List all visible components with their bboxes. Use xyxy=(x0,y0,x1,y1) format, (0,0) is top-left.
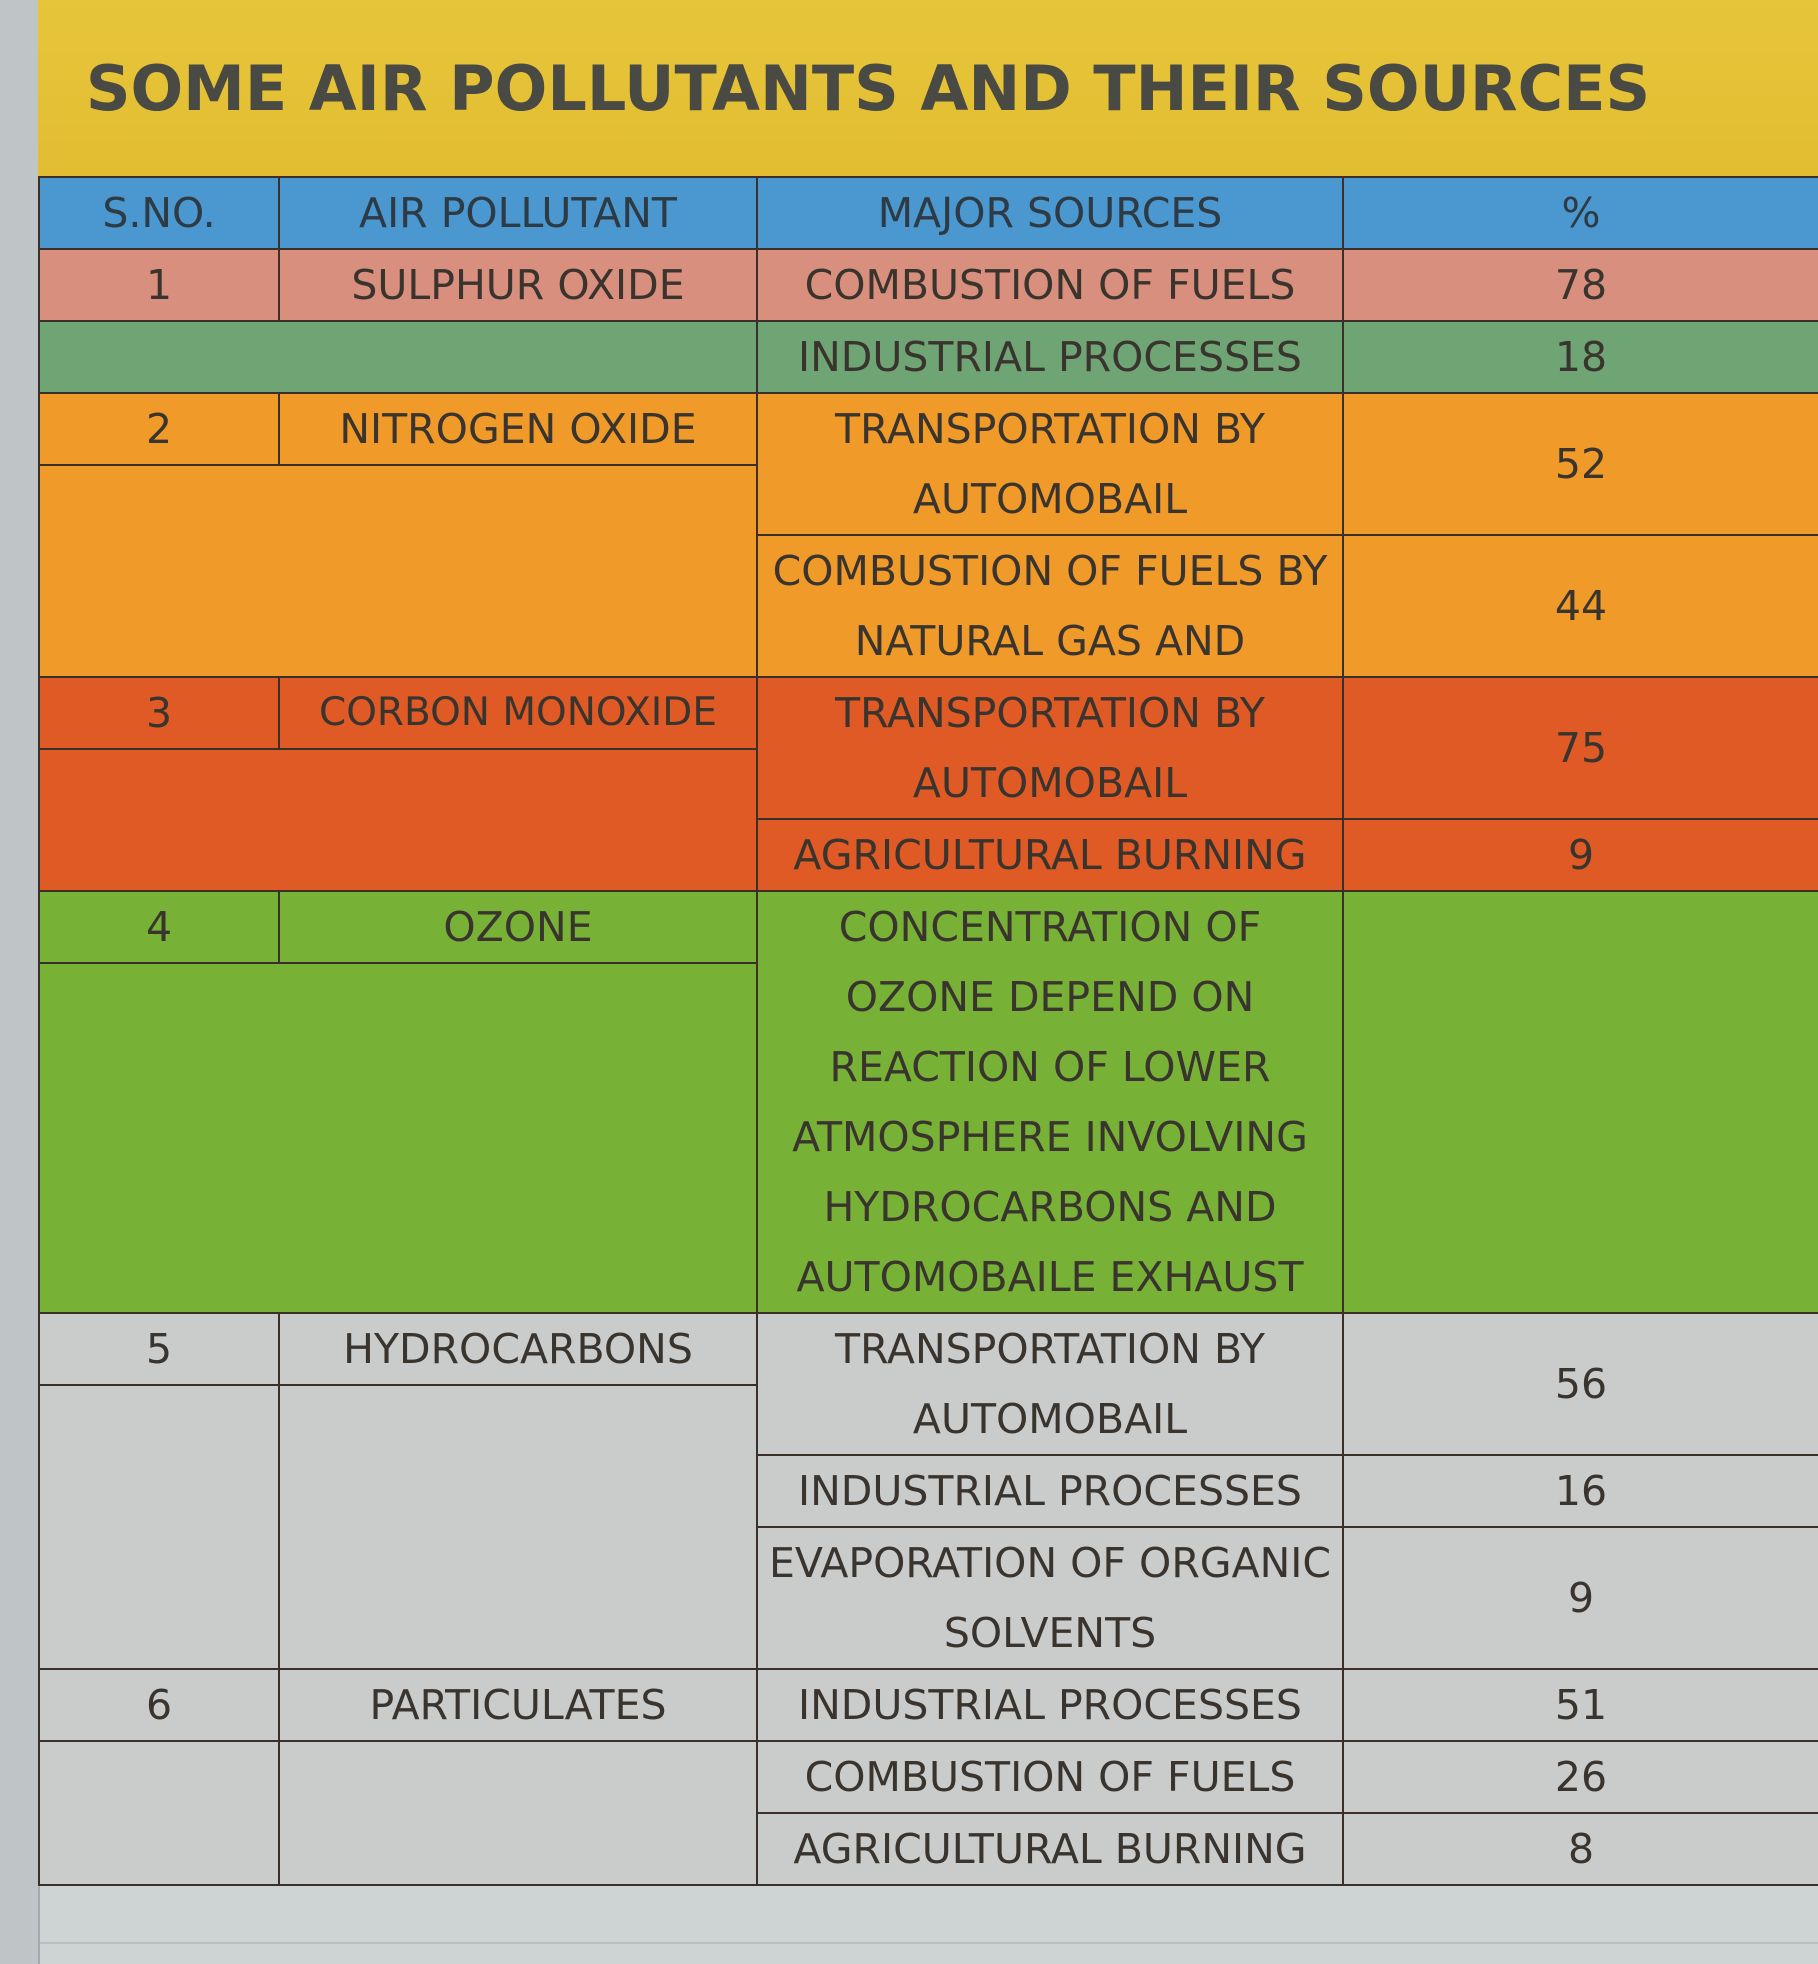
header-sources[interactable]: MAJOR SOURCES xyxy=(757,177,1343,249)
percent-cell[interactable]: 44 xyxy=(1343,535,1818,677)
percent-cell[interactable]: 51 xyxy=(1343,1669,1818,1741)
source-cell[interactable]: AGRICULTURAL BURNING xyxy=(757,819,1343,891)
sno-cell[interactable]: 4 xyxy=(39,891,279,963)
empty-cell[interactable] xyxy=(39,1741,279,1885)
empty-cell[interactable] xyxy=(279,1385,757,1669)
empty-cell[interactable] xyxy=(39,963,757,1313)
source-cell[interactable]: INDUSTRIAL PROCESSES xyxy=(757,1669,1343,1741)
header-percent[interactable]: % xyxy=(1343,177,1818,249)
source-cell[interactable]: INDUSTRIAL PROCESSES xyxy=(757,1455,1343,1527)
header-pollutant[interactable]: AIR POLLUTANT xyxy=(279,177,757,249)
pollutant-cell[interactable]: OZONE xyxy=(279,891,757,963)
empty-cell[interactable] xyxy=(279,1741,757,1885)
empty-cell[interactable] xyxy=(39,465,757,677)
table-row xyxy=(39,1669,1818,1741)
table-row xyxy=(39,677,1818,749)
row-header-gutter xyxy=(0,0,40,1964)
pollutants-table xyxy=(38,176,1818,1886)
percent-cell[interactable]: 56 xyxy=(1343,1313,1818,1455)
header-sno[interactable]: S.NO. xyxy=(39,177,279,249)
source-cell[interactable]: TRANSPORTATION BY AUTOMOBAIL xyxy=(757,393,1343,535)
table-title: SOME AIR POLLUTANTS AND THEIR SOURCES xyxy=(85,51,1651,125)
percent-cell[interactable] xyxy=(1343,891,1818,1313)
sno-cell[interactable]: 1 xyxy=(39,249,279,321)
table-row xyxy=(39,1741,1818,1813)
table-row xyxy=(39,891,1818,963)
pollutant-cell[interactable]: CORBON MONOXIDE xyxy=(279,677,757,749)
pollutant-cell[interactable]: HYDROCARBONS xyxy=(279,1313,757,1385)
table-row xyxy=(39,321,1818,393)
sno-cell[interactable]: 2 xyxy=(39,393,279,465)
source-cell[interactable]: EVAPORATION OF ORGANIC SOLVENTS xyxy=(757,1527,1343,1669)
source-cell[interactable]: COMBUSTION OF FUELS BY NATURAL GAS AND xyxy=(757,535,1343,677)
source-cell[interactable]: TRANSPORTATION BY AUTOMOBAIL xyxy=(757,677,1343,819)
percent-cell[interactable]: 9 xyxy=(1343,819,1818,891)
pollutant-cell[interactable]: NITROGEN OXIDE xyxy=(279,393,757,465)
sno-cell[interactable]: 6 xyxy=(39,1669,279,1741)
empty-cell[interactable] xyxy=(39,1385,279,1669)
table-row xyxy=(39,1313,1818,1385)
table-row xyxy=(39,249,1818,321)
empty-cell[interactable] xyxy=(39,749,757,891)
source-cell[interactable]: COMBUSTION OF FUELS xyxy=(757,1741,1343,1813)
percent-cell[interactable]: 26 xyxy=(1343,1741,1818,1813)
header-row xyxy=(39,177,1818,249)
title-band[interactable] xyxy=(38,0,1818,176)
empty-cell[interactable] xyxy=(39,321,757,393)
source-cell[interactable]: INDUSTRIAL PROCESSES xyxy=(757,321,1343,393)
source-cell[interactable]: AGRICULTURAL BURNING xyxy=(757,1813,1343,1885)
percent-cell[interactable]: 75 xyxy=(1343,677,1818,819)
pollutant-cell[interactable]: SULPHUR OXIDE xyxy=(279,249,757,321)
source-cell[interactable]: COMBUSTION OF FUELS xyxy=(757,249,1343,321)
percent-cell[interactable]: 78 xyxy=(1343,249,1818,321)
percent-cell[interactable]: 16 xyxy=(1343,1455,1818,1527)
table-row xyxy=(39,393,1818,465)
pollutant-cell[interactable]: PARTICULATES xyxy=(279,1669,757,1741)
source-cell[interactable]: TRANSPORTATION BY AUTOMOBAIL xyxy=(757,1313,1343,1455)
percent-cell[interactable]: 18 xyxy=(1343,321,1818,393)
sno-cell[interactable]: 3 xyxy=(39,677,279,749)
percent-cell[interactable]: 52 xyxy=(1343,393,1818,535)
percent-cell[interactable]: 8 xyxy=(1343,1813,1818,1885)
sno-cell[interactable]: 5 xyxy=(39,1313,279,1385)
source-cell[interactable]: CONCENTRATION OF OZONE DEPEND ON REACTION OF LOWER ATMOSPHERE INVOLVING HYDROCARBONS AND AUTOMOBAILE EXHAUST xyxy=(757,891,1343,1313)
percent-cell[interactable]: 9 xyxy=(1343,1527,1818,1669)
